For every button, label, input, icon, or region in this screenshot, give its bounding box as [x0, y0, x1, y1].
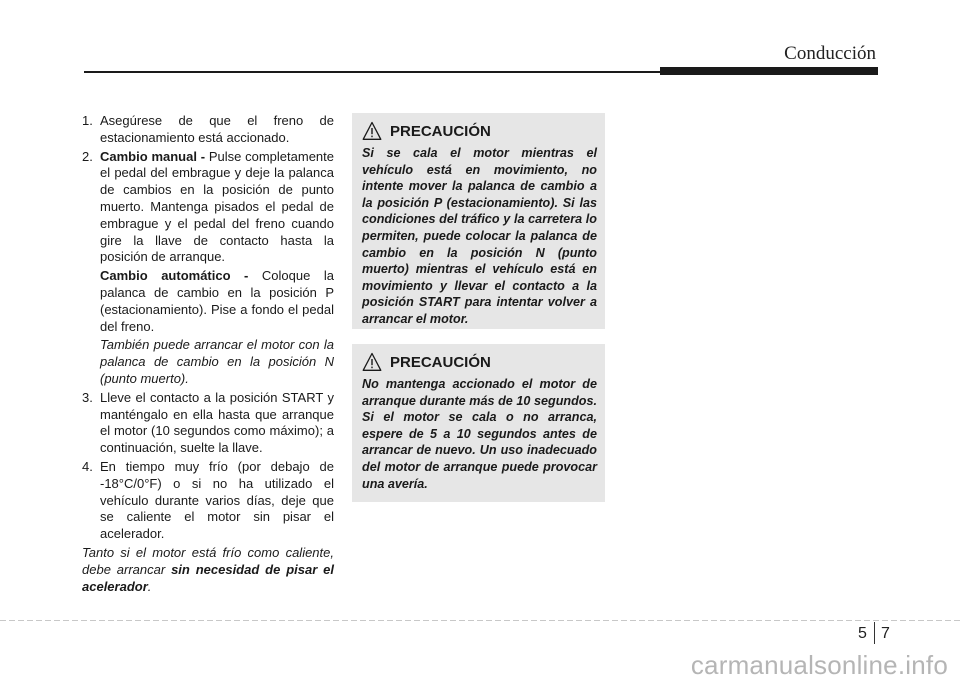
- final-note-text: Tanto si el motor está frío como caliente, debe arrancar: [82, 544, 334, 577]
- step-2: [82, 149, 334, 267]
- step-number: 2.: [82, 148, 93, 164]
- step-3: [82, 390, 334, 457]
- caution-text: No mantenga accionado el motor de arranque durante más de 10 segundos. Si el motor se cala o no arranca, espere de 5 a 10 segundos antes de arrancar de nuevo. Un uso inadecuado del motor de arranque puede provocar una avería.: [362, 377, 597, 491]
- step-number: 4.: [82, 458, 93, 474]
- page-number-section: 5: [858, 625, 867, 642]
- step-4: [82, 459, 334, 543]
- step-text: Coloque la palanca de cambio en la posición P (estacionamiento). Pise a fondo el pedal del freno.: [100, 268, 334, 334]
- step-text: En tiempo muy frío (por debajo de -18°C/0°F) o si no ha utilizado el vehículo durante varios días, deje que se caliente el motor sin pisar el acelerador.: [100, 458, 334, 542]
- watermark: carmanualsonline.info: [690, 650, 948, 680]
- warning-triangle-icon: [362, 352, 382, 372]
- warning-triangle-icon: [362, 121, 382, 141]
- caution-text: Si se cala el motor mientras el vehículo está en movimiento, no intente mover la palanca de cambio a la posición P (estacionamiento). Si las condiciones del tráfico y la carretera lo permiten, puede colocar la palanca de cambio en la posición N (punto muerto) mientras el vehículo está en movimiento y llevar el contacto a la posición START para intentar volver a arrancar el motor.: [362, 146, 597, 326]
- section-title: Conducción: [784, 43, 876, 64]
- step-number: 1.: [82, 113, 93, 128]
- step-label: Cambio automático -: [100, 268, 249, 284]
- final-note-emphasis: sin necesidad de pisar el acelerador: [82, 561, 334, 594]
- step-2-automatic: [82, 268, 334, 335]
- header-rule: [84, 71, 660, 73]
- step-number: 3.: [82, 389, 93, 405]
- header-bar: [660, 67, 878, 75]
- final-note-end: .: [147, 578, 152, 594]
- step-2-note: También puede arrancar el motor con la palanca de cambio en la posición N (punto muerto).: [100, 337, 334, 386]
- footer-dashed-line: [0, 620, 960, 621]
- instructions-column: [82, 113, 334, 597]
- step-text: Pulse completamente el pedal del embrague y deje la palanca de cambios en la posición de punto muerto. Mantenga pisados el pedal de embrague y el pedal del freno cuando gire la llave de contacto hasta la posición de arranque.: [100, 148, 334, 265]
- step-1: [82, 113, 334, 147]
- step-label: Cambio manual -: [100, 148, 206, 164]
- caution-box-engine-stall: [352, 113, 605, 329]
- step-text: Lleve el contacto a la posición START y manténgalo en ella hasta que arranque el motor (10 segundos como máximo); a continuación, suelte la llave.: [100, 389, 334, 456]
- final-note: [82, 545, 334, 595]
- page-number: 7: [881, 625, 890, 642]
- step-text: Asegúrese de que el freno de estacionamiento está accionado.: [100, 113, 334, 145]
- caution-box-starter: [352, 344, 605, 502]
- page-number-divider: [874, 622, 875, 644]
- caution-title: PRECAUCIÓN: [390, 122, 491, 140]
- caution-title: PRECAUCIÓN: [390, 353, 491, 371]
